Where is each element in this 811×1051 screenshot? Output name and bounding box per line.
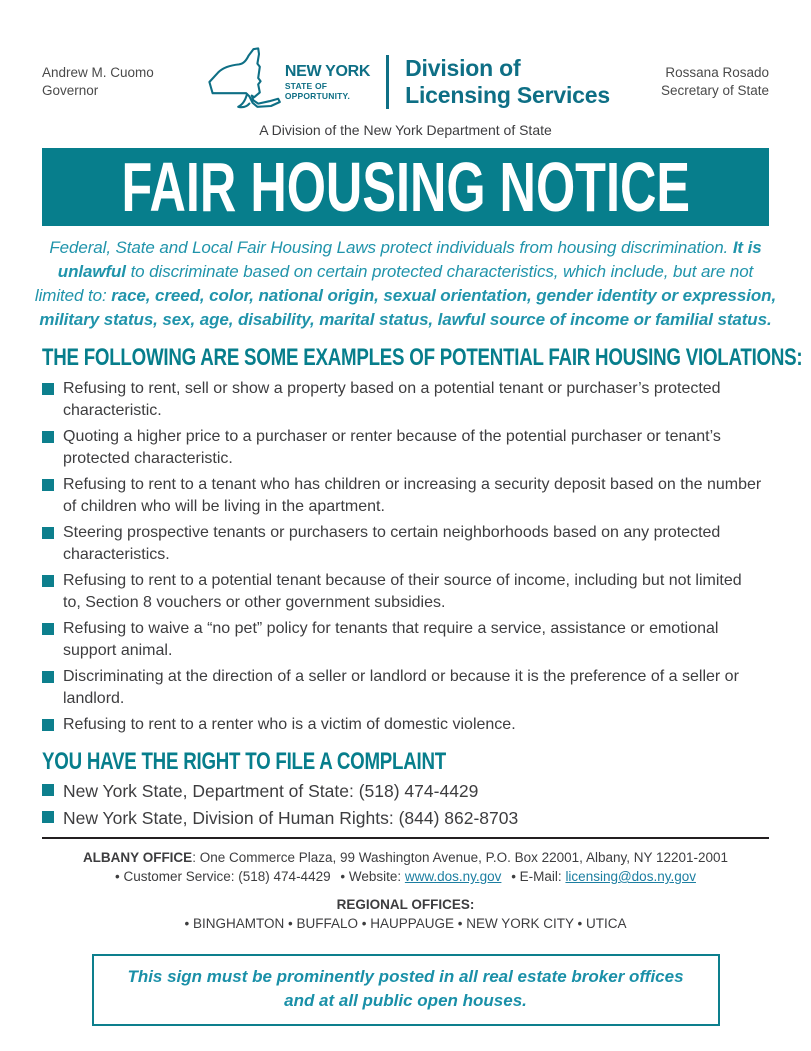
website-link[interactable]: www.dos.ny.gov [404, 869, 502, 884]
list-item [42, 522, 762, 566]
intro-seg-1: Federal, State and Local Fair Housing Laws protect individuals from housing discrimination. [49, 238, 733, 257]
complaint-list [42, 780, 769, 829]
posting-requirement-box [92, 954, 720, 1026]
violations-list [42, 378, 769, 736]
list-item [42, 714, 762, 736]
violations-heading: THE FOLLOWING ARE SOME EXAMPLES OF POTENTIAL FAIR HOUSING VIOLATIONS: [42, 344, 803, 371]
division-line2: Licensing Services [405, 82, 610, 108]
bullet-square-icon [42, 575, 54, 587]
governor-name: Andrew M. Cuomo [42, 65, 154, 80]
title-banner [42, 148, 769, 226]
footer-divider [42, 837, 769, 839]
list-item [42, 426, 762, 470]
logo-stateof-text: STATE OF [284, 81, 328, 91]
albany-office-line [0, 848, 811, 867]
violation-text: Quoting a higher price to a purchaser or renter because of the potential purchaser or tenant’s protected characteristic. [63, 428, 721, 467]
division-line1: Division of [405, 55, 521, 81]
footer [0, 848, 811, 933]
list-item [42, 807, 769, 829]
department-subtitle: A Division of the New York Department of State [259, 122, 552, 138]
intro-seg-3: to discriminate based on certain protected characteristics, which include, but are not limited to: [34, 262, 754, 305]
secretary-name: Rossana Rosado [665, 65, 769, 80]
list-item [42, 618, 762, 662]
bullet-square-icon [42, 431, 54, 443]
bullet-square-icon [42, 671, 54, 683]
header [0, 0, 811, 118]
violation-text: Refusing to rent to a potential tenant because of their source of income, including but not limited to, Section 8 vouchers or other government subsidies. [63, 572, 742, 611]
violation-text: Steering prospective tenants or purchasers to certain neighborhoods based on any protected characteristics. [63, 524, 721, 563]
list-item [42, 474, 762, 518]
page-title: FAIR HOUSING NOTICE [121, 148, 690, 226]
violation-text: Refusing to waive a “no pet” policy for tenants that require a service, assistance or emotional support animal. [63, 620, 719, 659]
violation-text: Refusing to rent, sell or show a property based on a potential tenant or purchaser’s protected characteristic. [63, 380, 721, 419]
logo-wordmark [285, 63, 370, 101]
list-item [42, 780, 769, 802]
bullet-square-icon [42, 479, 54, 491]
posting-requirement-line1: This sign must be prominently posted in all real estate broker offices [127, 967, 684, 986]
violation-text: Refusing to rent to a tenant who has children or increasing a security deposit based on the number of children who will be living in the apartment. [63, 476, 762, 515]
bullet-square-icon [42, 784, 54, 796]
bullet-square-icon [42, 383, 54, 395]
list-item [42, 378, 762, 422]
division-name [405, 55, 610, 109]
logo-opportunity-text: OPPORTUNITY. [284, 91, 351, 101]
violation-text: Discriminating at the direction of a seller or landlord or because it is the preference of a seller or landlord. [63, 668, 739, 707]
regional-offices-list: • BINGHAMTON • BUFFALO • HAUPPAUGE • NEW YORK CITY • UTICA [184, 916, 627, 931]
bullet-square-icon [42, 527, 54, 539]
email-label: • E-Mail: [511, 869, 562, 884]
complaint-contact: New York State, Department of State: (518) 474-4429 [63, 781, 479, 801]
intro-paragraph [35, 236, 777, 332]
bullet-square-icon [42, 719, 54, 731]
logo-newyork-text: NEW YORK [284, 63, 371, 80]
intro-seg-4: race, creed, color, national origin, sexual orientation, gender identity or expression, military status, sex, age, disability, marital status, lawful source of income or familial status. [39, 286, 777, 329]
website-label: • Website: [340, 869, 402, 884]
governor-block [42, 52, 154, 100]
bullet-square-icon [42, 623, 54, 635]
secretary-block [661, 52, 769, 100]
customer-service-text: • Customer Service: (518) 474-4429 [115, 869, 331, 884]
intro-seg-2: It is unlawful [57, 238, 762, 281]
regional-offices-label: REGIONAL OFFICES: [336, 897, 475, 912]
complaint-contact: New York State, Division of Human Rights: (844) 862-8703 [63, 808, 519, 828]
list-item [42, 570, 762, 614]
bullet-square-icon [42, 811, 54, 823]
secretary-title: Secretary of State [660, 83, 769, 98]
list-item [42, 666, 762, 710]
governor-title: Governor [42, 83, 99, 98]
agency-logo [205, 46, 610, 118]
complaint-heading: YOU HAVE THE RIGHT TO FILE A COMPLAINT [42, 748, 446, 775]
contact-line [0, 867, 811, 886]
logo-divider [386, 55, 389, 109]
ny-state-outline-icon [205, 46, 289, 118]
posting-requirement-line2: and at all public open houses. [284, 991, 527, 1010]
email-link[interactable]: licensing@dos.ny.gov [565, 869, 696, 884]
violation-text: Refusing to rent to a renter who is a victim of domestic violence. [63, 716, 516, 733]
albany-office-address: : One Commerce Plaza, 99 Washington Avenue, P.O. Box 22001, Albany, NY 12201-2001 [192, 850, 729, 865]
albany-office-label: ALBANY OFFICE [82, 850, 193, 865]
